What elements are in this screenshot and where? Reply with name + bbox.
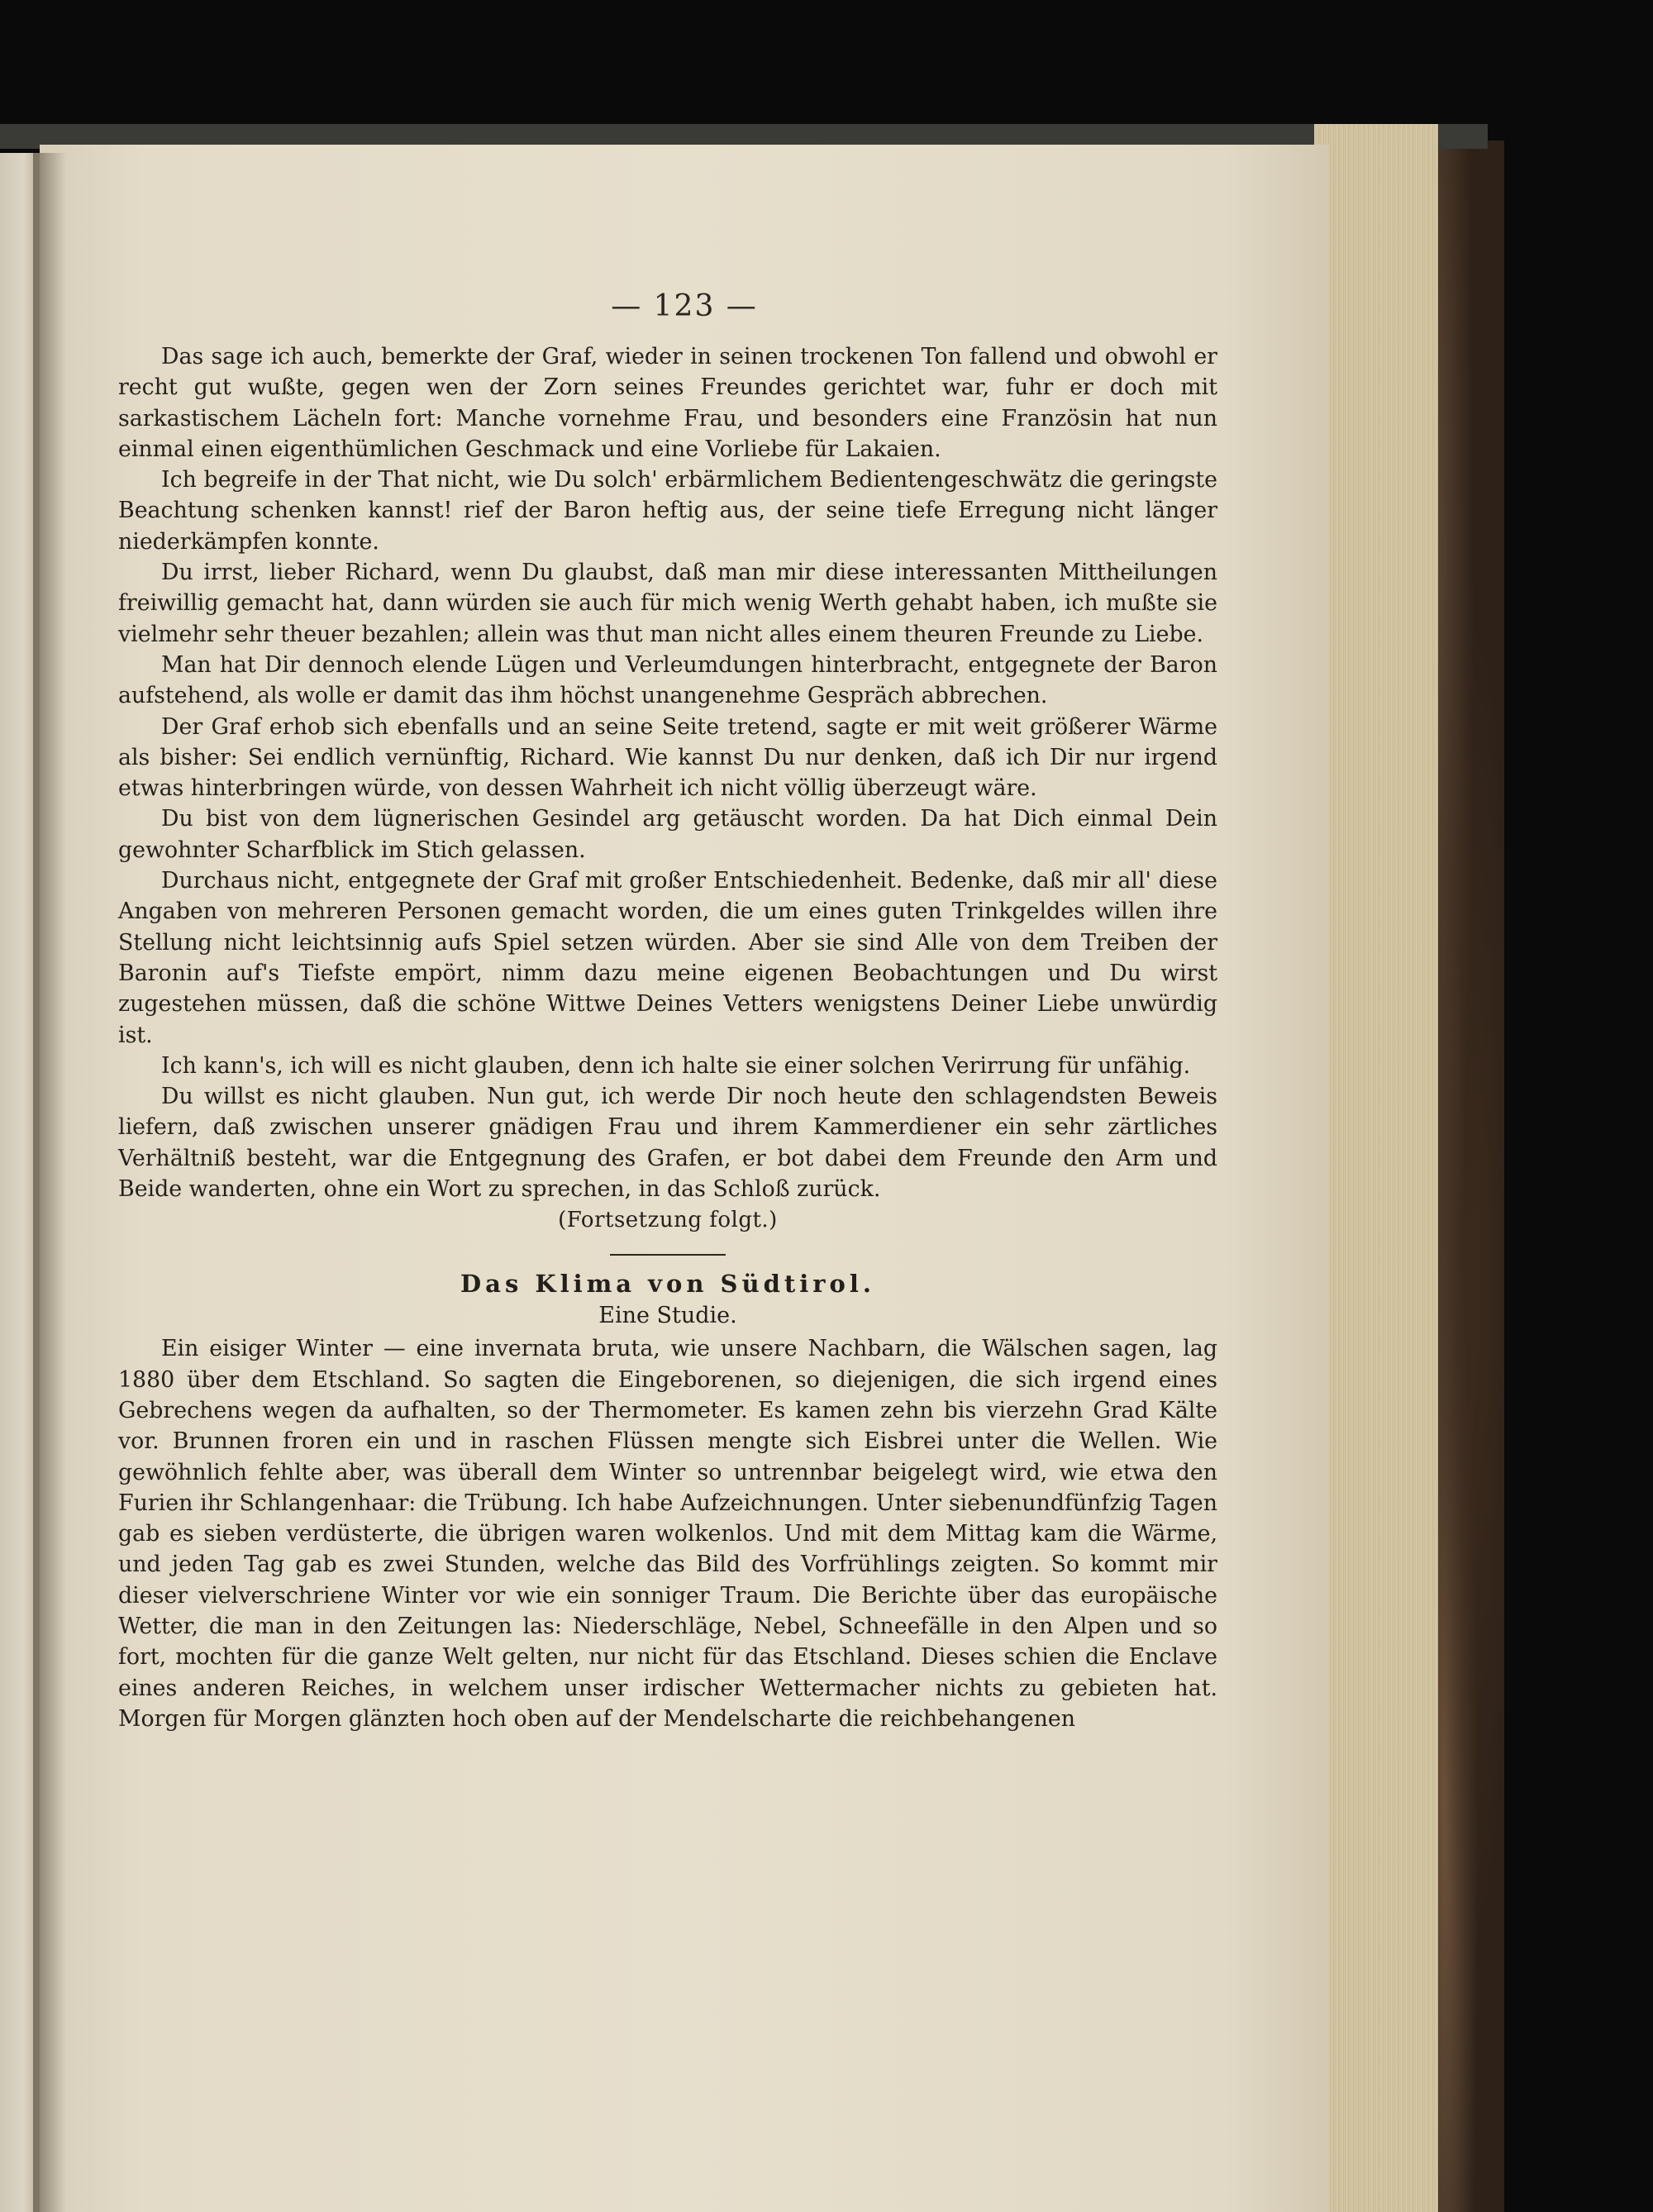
page-edges (1314, 124, 1438, 2212)
book-page (40, 145, 1329, 2212)
story-paragraph: Der Graf erhob sich ebenfalls und an seine Seite tretend, sagte er mit weit größerer Wärme als bisher: Sei endlich vernünftig, Richard. Wie kannst Du nur denken, daß ich Dir nur irgend etwas hinterbringen würde, von dessen Wahrheit ich nicht völlig überzeugt wäre. (118, 713, 1217, 802)
spine-shadow (33, 153, 66, 2212)
story-paragraph: Du bist von dem lügnerischen Gesindel arg getäuscht worden. Da hat Dich einmal Dein gewohnter Scharfblick im Stich gelassen. (118, 806, 1217, 863)
story-paragraph: Du irrst, lieber Richard, wenn Du glaubst, daß man mir diese interessanten Mittheilungen freiwillig gemacht hat, dann würden sie auch für mich wenig Werth gehabt haben, ich mußte sie vielmehr sehr theuer bezahlen; allein was thut man nicht alles einem theuren Freunde zu Liebe. (118, 560, 1217, 647)
section-divider (610, 1254, 726, 1256)
story-paragraph: Man hat Dir dennoch elende Lügen und Verleumdungen hinterbracht, entgegnete der Baron aufstehend, als wolle er damit das ihm höchst unangenehme Gespräch abbrechen. (118, 651, 1217, 709)
continuation-note: (Fortsetzung folgt.) (558, 1208, 778, 1233)
article-paragraph: Ein eisiger Winter — eine invernata bruta, wie unsere Nachbarn, die Wälschen sagen, lag 1880 über dem Etschland. So sagten die Eingeborenen, so diejenigen, die sich irgend eines Gebrechens wegen da aufhalten, so der Thermometer. Es kamen zehn bis vierzehn Grad Kälte vor. Brunnen froren ein und in raschen Flüssen mengte sich Eisbrei unter die Wellen. Wie gewöhnlich fehlte aber, was überall dem Winter so untrennbar beigelegt wird, wie etwa den Furien ihr Schlangenhaar: die Trübung. Ich habe Aufzeichnungen. Unter siebenundfünfzig Tagen gab es sieben verdüsterte, die übrigen waren wolkenlos. Und mit dem Mittag kam die Wärme, und jeden Tag gab es zwei Stunden, welche das Bild des Vorfrühlings zeigten. So kommt mir dieser vielverschriene Winter vor wie ein sonniger Traum. Die Berichte über das europäische Wetter, die man in den Zeitungen las: Niederschläge, Nebel, Schneefälle in den Alpen und so fort, mochten für die ganze Welt gelten, nur nicht für das Etschland. Dieses schien die Enclave eines anderen Reiches, in welchem unser irdischer Wettermacher nichts zu gebieten hat. Morgen für Morgen glänzten hoch oben auf der Mendelscharte die reichbehangenen (118, 1336, 1217, 1732)
story-paragraph: Das sage ich auch, bemerkte der Graf, wieder in seinen trockenen Ton fallend und obwohl er recht gut wußte, gegen wen der Zorn seines Freundes gerichtet war, fuhr er doch mit sarkastischem Lächeln fort: Manche vornehme Frau, und besonders eine Französin hat nun einmal einen eigenthümlichen Geschmack und eine Vorliebe für Lakaien. (118, 344, 1217, 462)
story-paragraph: Ich kann's, ich will es nicht glauben, denn ich halte sie einer solchen Verirrung für unfähig. (161, 1052, 1191, 1079)
article-title: Das Klima von Südtirol. (460, 1270, 875, 1299)
story-paragraph: Du willst es nicht glauben. Nun gut, ich werde Dir noch heute den schlagendsten Beweis liefern, daß zwischen unserer gnädigen Frau und ihrem Kammerdiener ein sehr zärtliches Verhältniß besteht, war die Entgegnung des Grafen, er bot dabei dem Freunde den Arm und Beide wanderten, ohne ein Wort zu sprechen, in das Schloß zurück. (118, 1084, 1217, 1203)
story-paragraph: Durchaus nicht, entgegnete der Graf mit großer Entschiedenheit. Bedenke, daß mir all' diese Angaben von mehreren Personen gemacht worden, die um eines guten Trinkgeldes willen ihre Stellung nicht leichtsinnig aufs Spiel setzen würden. Aber sie sind Alle von dem Treiben der Baronin auf's Tiefste empört, nimm dazu meine eigenen Beobachtungen und Du wirst zugestehen müssen, daß die schöne Wittwe Deines Vetters wenigstens Deiner Liebe unwürdig ist. (118, 868, 1217, 1048)
page-text (118, 341, 1217, 1734)
page-number: — 123 — (611, 289, 758, 323)
article-subtitle: Eine Studie. (598, 1303, 737, 1329)
story-paragraph: Ich begreife in der That nicht, wie Du solch' erbärmlichem Bedientengeschwätz die geringste Beachtung schenken kannst! rief der Baron heftig aus, der seine tiefe Erregung nicht länger niederkämpfen konnte. (118, 467, 1217, 555)
